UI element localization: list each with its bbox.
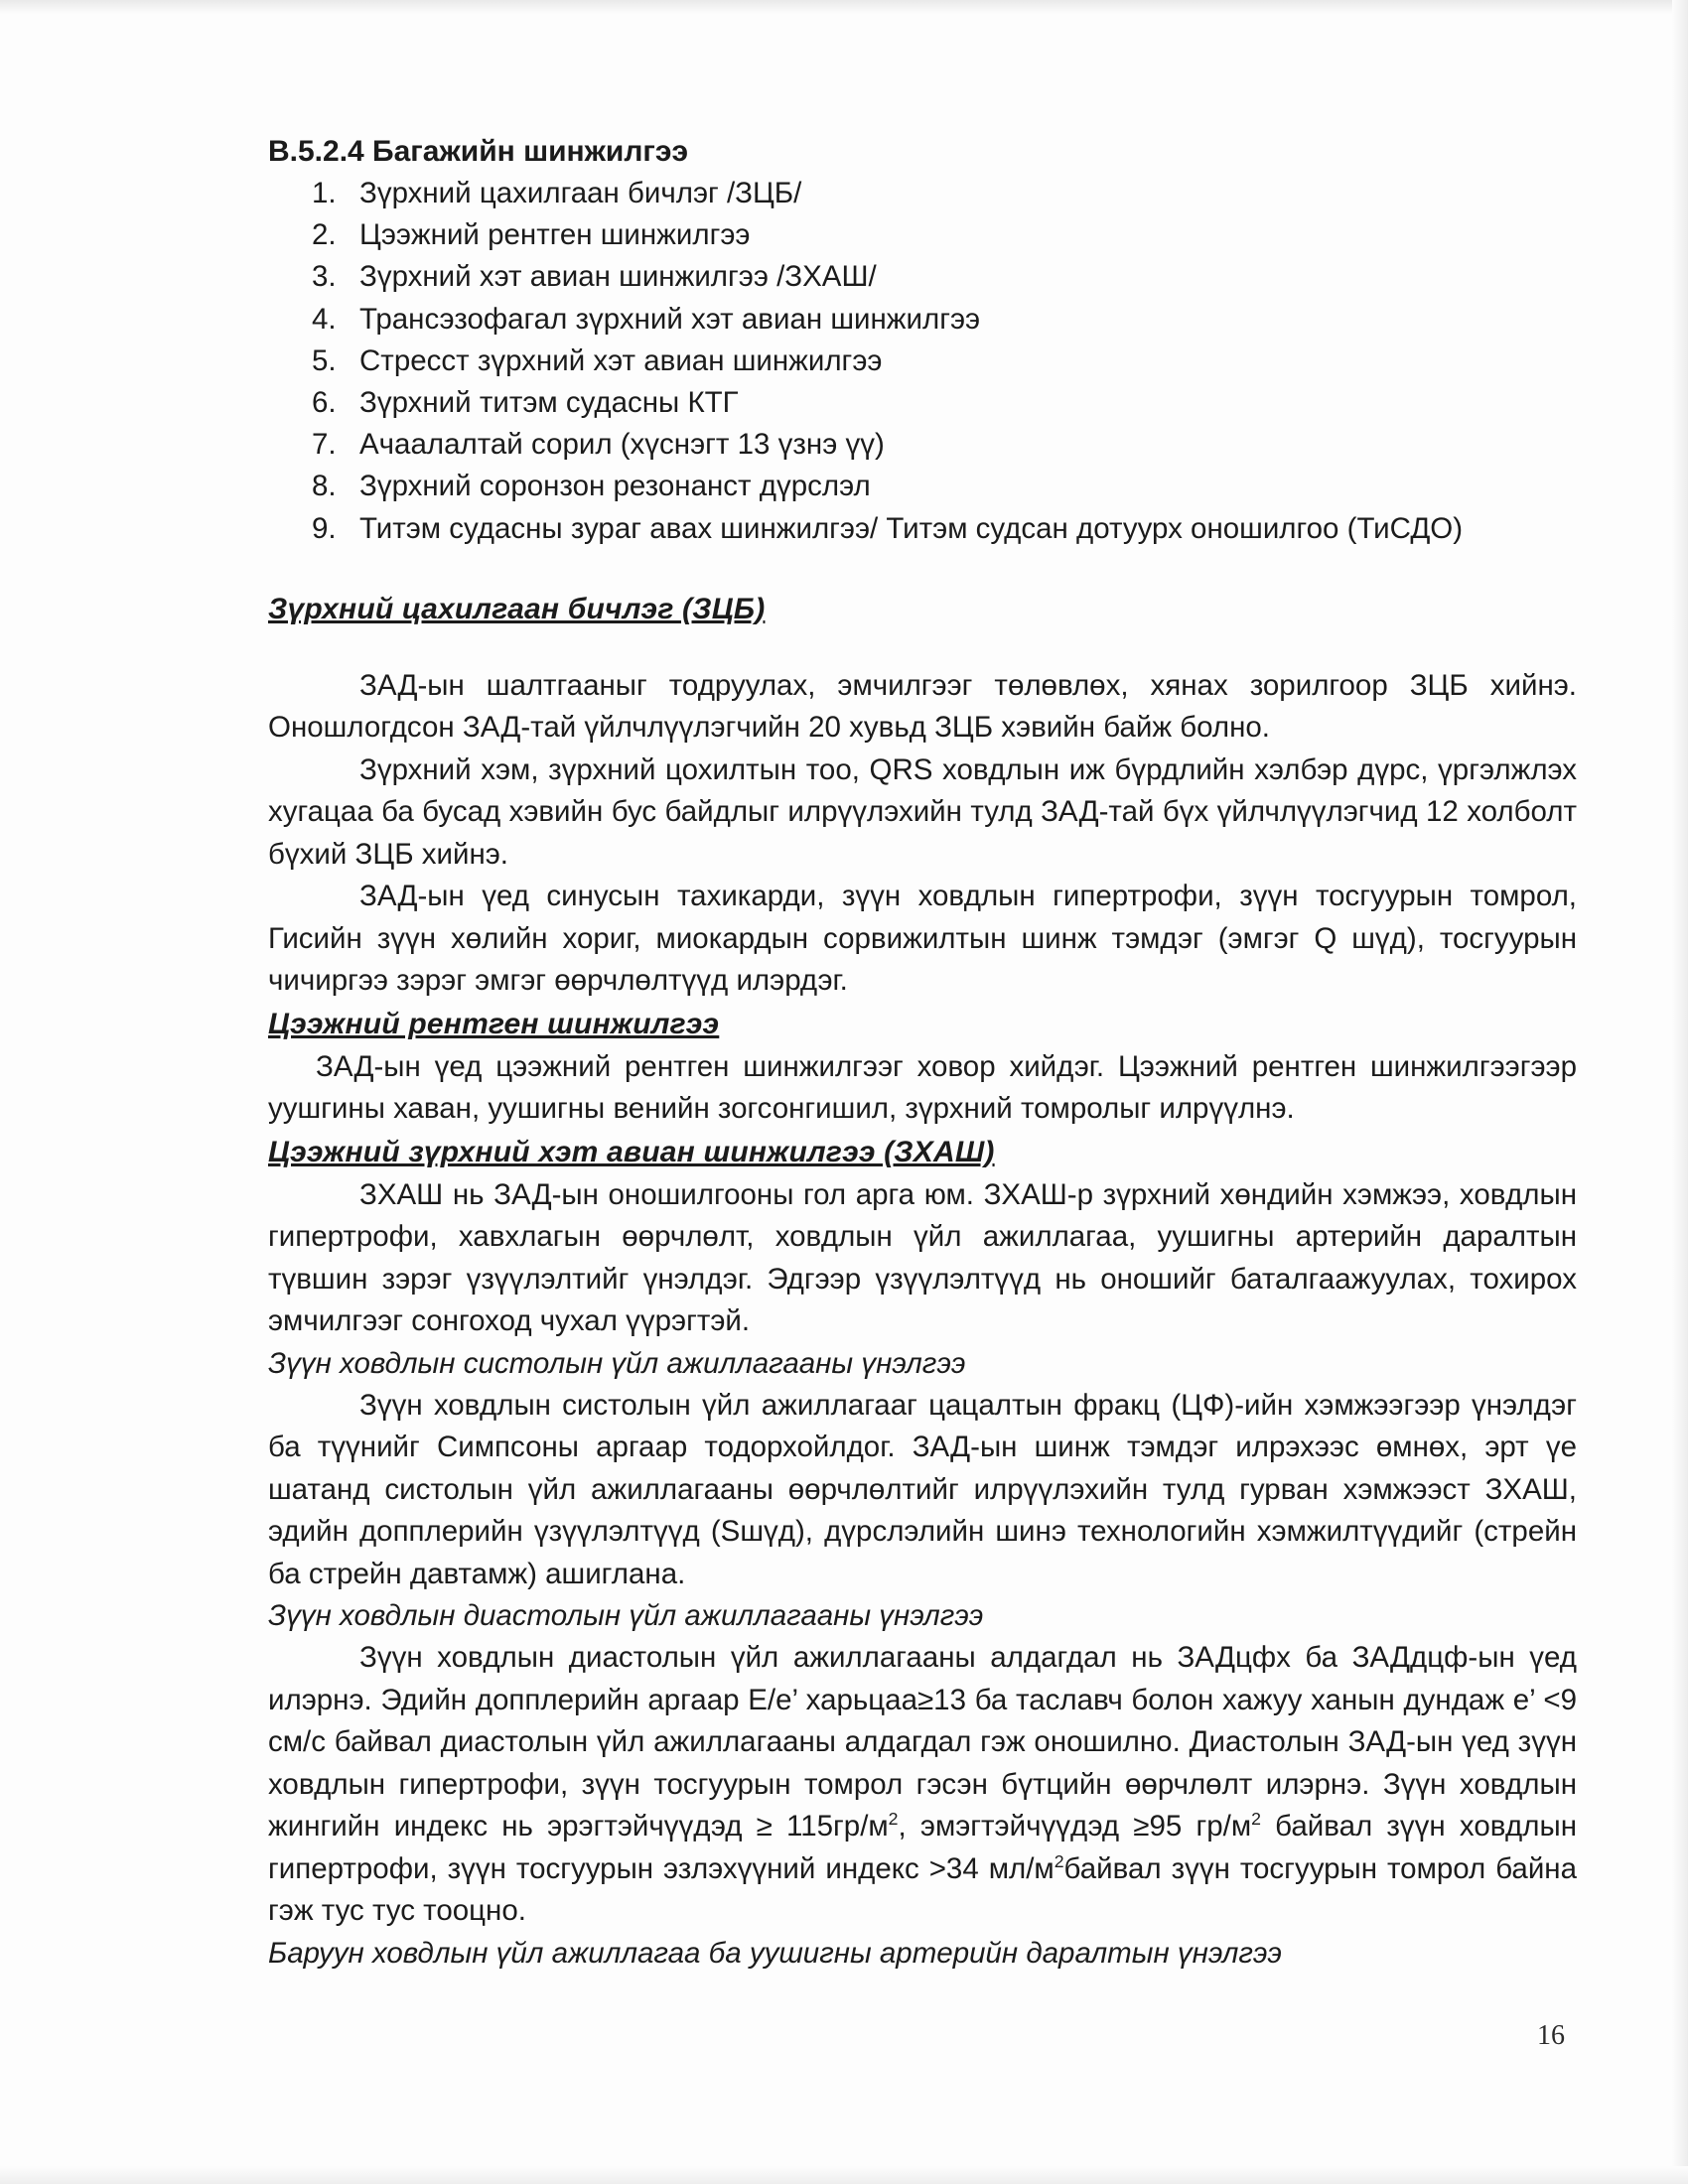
- lv-diastolic-subtitle: Зүүн ховдлын диастолын үйл ажиллагааны үнэлгээ: [268, 1599, 984, 1633]
- page-content: [268, 131, 1577, 1975]
- lv-systolic-subtitle: Зүүн ховдлын систолын үйл ажиллагааны үнэлгээ: [268, 1346, 966, 1380]
- list-number: 5.: [312, 343, 337, 377]
- list-item: [268, 424, 1577, 466]
- list-item: [268, 256, 1577, 298]
- scan-edge: [0, 2166, 1688, 2184]
- ecg-section-title: Зүрхний цахилгаан бичлэг (ЗЦБ): [268, 592, 766, 625]
- echo-paragraph-3: [268, 1637, 1577, 1933]
- xray-paragraph: ЗАД-ын үед цээжний рентген шинжилгээг ховор хийдэг. Цээжний рентген шинжилгээгээр уушгины хаван, уушигны венийн зогсонгишил, зүрхний томролыг илрүүлнэ.: [268, 1049, 1577, 1126]
- list-item: [268, 214, 1577, 256]
- list-text: Зүрхний соронзон резонанст дүрслэл: [359, 470, 871, 503]
- list-text: Ачаалалтай сорил (хүснэгт 13 үзнэ үү): [359, 428, 885, 462]
- superscript: 2: [1251, 1809, 1261, 1830]
- list-text: Зүрхний цахилгаан бичлэг /ЗЦБ/: [359, 177, 802, 209]
- echo-section-title: Цээжний зүрхний хэт авиан шинжилгээ (ЗХАШ): [268, 1135, 995, 1168]
- list-number: 8.: [312, 470, 337, 503]
- list-number: 6.: [312, 386, 337, 420]
- list-text: Цээжний рентген шинжилгээ: [359, 218, 751, 252]
- list-number: 3.: [312, 260, 337, 294]
- list-number: 2.: [312, 218, 337, 252]
- ecg-paragraph-2: Зүрхний хэм, зүрхний цохилтын тоо, QRS ховдлын иж бүрдлийн хэлбэр дүрс, үргэлжлэх хугацаа ба бусад хэвийн бус байдлыг илрүүлэхийн тулд ЗАД-тай бүх үйлчлүүлэгчид 12 холболт бүхий ЗЦБ хийнэ.: [268, 752, 1577, 871]
- list-number: 1.: [312, 177, 337, 209]
- instrumental-tests-list: [268, 173, 1577, 550]
- ecg-paragraph-1: ЗАД-ын шалтгааныг тодруулах, эмчилгээг төлөвлөх, хянах зорилгоор ЗЦБ хийнэ. Оношлогдсон ЗАД-тай үйлчлүүлэгчийн 20 хувьд ЗЦБ хэвийн байж болно.: [268, 668, 1577, 745]
- echo-paragraph-3-part-c: байвал зүүн ховдлын гипертрофи, зүүн тосгуурын эзлэхүүний индекс >34 мл/м: [268, 1810, 1577, 1885]
- scan-edge: [0, 0, 1688, 14]
- list-text: Зүрхний титэм судасны КТГ: [359, 386, 739, 420]
- list-item: [268, 466, 1577, 507]
- echo-paragraph-2: Зүүн ховдлын систолын үйл ажиллагааг цацалтын фракц (ЦФ)-ийн хэмжээгээр үнэлдэг ба түүнийг Симпсоны аргаар тодорхойлдог. ЗАД-ын шинж тэмдэг илрэхээс өмнөх, эрт үе шатанд систолын үйл ажиллагааны өөрчлөлтийг илрүүлэхийн тулд гурван хэмжээст ЗХАШ, эдийн допплерийн үзүүлэлтүүд (Sшүд), дүрслэлийн шинэ технологийн хэмжилтүүдийг (стрейн ба стрейн давтамж) ашиглана.: [268, 1388, 1577, 1590]
- list-item: [268, 299, 1577, 341]
- echo-paragraph-3-part-a: Зүүн ховдлын диастолын үйл ажиллагааны алдагдал нь ЗАДцфх ба ЗАДдцф-ын үед илэрнэ. Эдийн допплерийн аргаар E/e’ харьцаа≥13 ба таславч болон хажуу ханын дундаж e’ <9 см/с байвал диастолын үйл ажиллагааны алдагдал гэж оношилно. Диастолын ЗАД-ын үед зүүн ховдлын гипертрофи, зүүн тосгуурын томрол гэсэн бүтцийн өөрчлөлт илэрнэ. Зүүн ховдлын жингийн индекс нь эрэгтэйчүүдэд ≥ 115гр/м: [268, 1641, 1577, 1843]
- page-number: 16: [1537, 2020, 1565, 2051]
- list-number: 9.: [312, 511, 337, 545]
- section-heading: B.5.2.4 Багажийн шинжилгээ: [268, 135, 689, 168]
- list-number: 4.: [312, 302, 337, 336]
- list-text: Титэм судасны зураг авах шинжилгээ/ Титэм судсан дотуурх оношилгоо (ТиСДО): [359, 511, 1464, 545]
- scan-edge: [1672, 0, 1688, 2184]
- list-text: Стресст зүрхний хэт авиан шинжилгээ: [359, 343, 883, 377]
- list-number: 7.: [312, 428, 337, 462]
- rv-function-subtitle: Баруун ховдлын үйл ажиллагаа ба уушигны артерийн даралтын үнэлгээ: [268, 1936, 1282, 1970]
- echo-paragraph-3-part-b: , эмэгтэйчүүдэд ≥95 гр/м: [898, 1810, 1252, 1843]
- echo-paragraph-1: ЗХАШ нь ЗАД-ын оношилгооны гол арга юм. ЗХАШ-р зүрхний хөндийн хэмжээ, ховдлын гипертрофи, хавхлагын өөрчлөлт, ховдлын үйл ажиллагаа, уушигны артерийн даралтын түвшин зэрэг үзүүлэлтийг үнэлдэг. Эдгээр үзүүлэлтүүд нь оношийг баталгаажуулах, тохирох эмчилгээг сонгоход чухал үүрэгтэй.: [268, 1177, 1577, 1338]
- list-item: [268, 382, 1577, 424]
- xray-section-title: Цээжний рентген шинжилгээ: [268, 1007, 720, 1040]
- list-text: Трансэзофагал зүрхний хэт авиан шинжилгээ: [359, 302, 981, 336]
- list-item: [268, 341, 1577, 382]
- list-text: Зүрхний хэт авиан шинжилгээ /ЗХАШ/: [359, 260, 877, 294]
- ecg-paragraph-3: ЗАД-ын үед синусын тахикарди, зүүн ховдлын гипертрофи, зүүн тосгуурын томрол, Гисийн зүүн хөлийн хориг, миокардын сорвижилтын шинж тэмдэг (эмгэг Q шүд), тосгуурын чичиргээ зэрэг эмгэг өөрчлөлтүүд илэрдэг.: [268, 880, 1577, 998]
- list-item: [268, 508, 1577, 550]
- superscript: 2: [1054, 1851, 1064, 1871]
- superscript: 2: [888, 1809, 899, 1830]
- list-item: [268, 173, 1577, 214]
- echo-paragraph-3-part-d: байвал зүүн тосгуурын томрол байна гэж тус тус тооцно.: [268, 1851, 1577, 1928]
